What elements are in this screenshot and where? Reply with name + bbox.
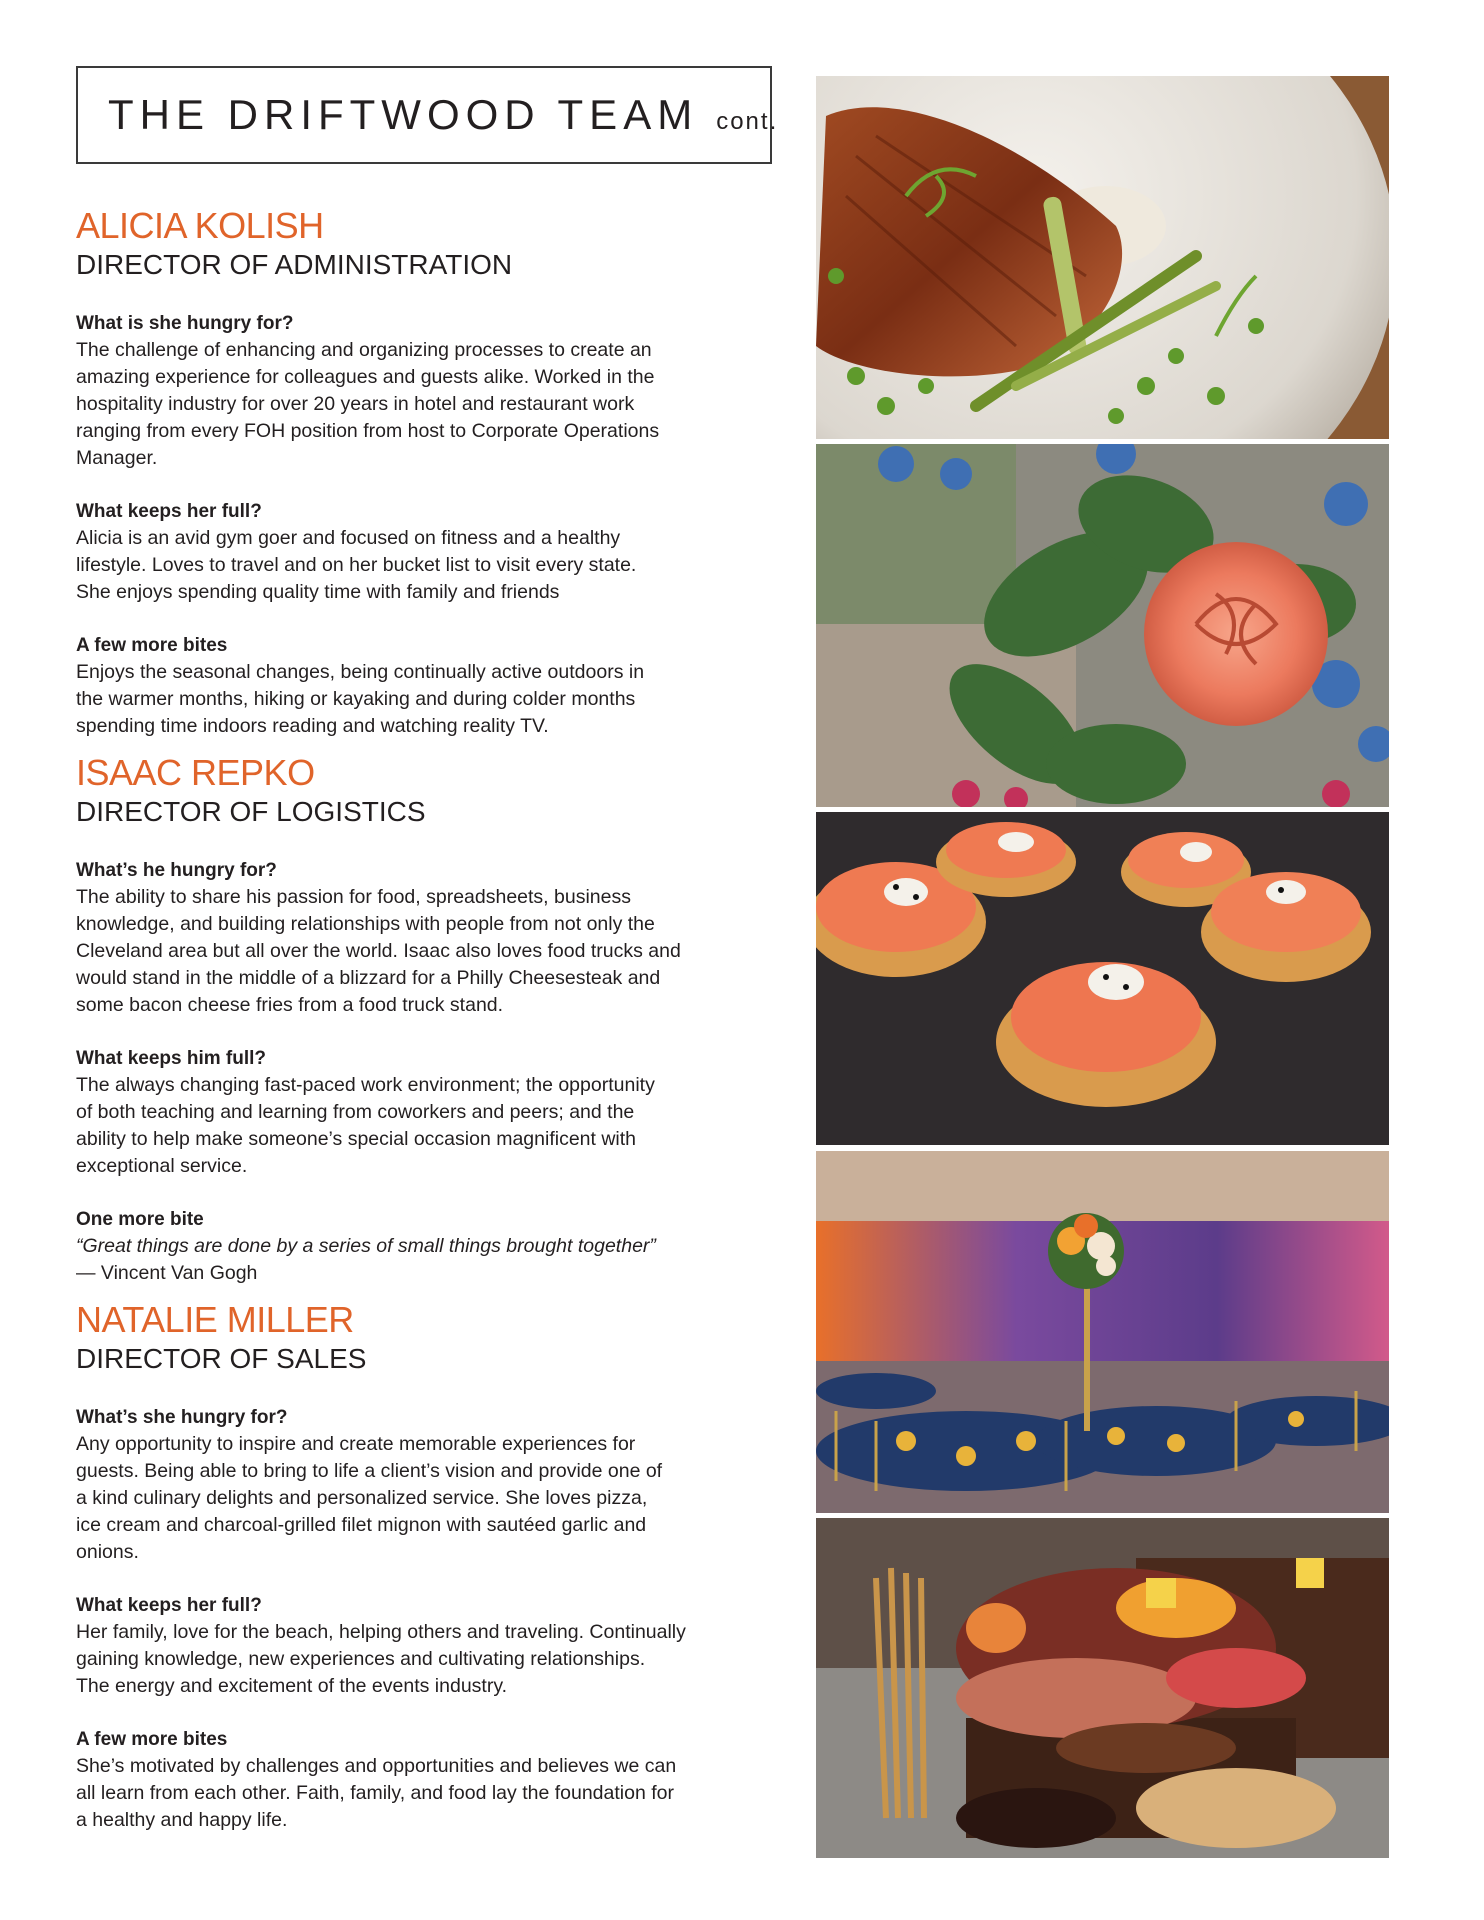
section-text: Her family, love for the beach, helping others and traveling. Continually gaining knowledge, new experiences and cultivating relationships. The energy and excitement of the events industry. xyxy=(76,1621,686,1697)
section-text: Enjoys the seasonal changes, being continually active outdoors in the warmer months, hiking or kayaking and during colder months spending time indoors reading and watching reality TV. xyxy=(76,661,645,737)
section-text: Alicia is an avid gym goer and focused on fitness and a healthy lifestyle. Loves to travel and on her bucket list to visit every state. She enjoys spending quality time with family and friends xyxy=(76,527,637,603)
person-role: DIRECTOR OF SALES xyxy=(76,1343,367,1374)
section-text: The always changing fast-paced work environment; the opportunity of both teaching and learning from coworkers and peers; and the ability to help make someone’s special occasion magnificent with exceptional service. xyxy=(76,1074,655,1177)
page-title-text: THE DRIFTWOOD TEAM xyxy=(108,91,699,138)
section-text: Any opportunity to inspire and create memorable experiences for guests. Being able to bring to life a client’s vision and provide one of a kind culinary delights and personalized service. She loves pizza, ice cream and charcoal-grilled filet mignon with sautéed garlic and onions. xyxy=(76,1433,663,1563)
section-heading: One more bite xyxy=(76,1209,204,1230)
section-text: The challenge of enhancing and organizing processes to create an amazing experience for colleagues and guests alike. Worked in the hospitality industry for over 20 years in hotel and restaurant work ranging from every FOH position from host to Corporate Operations Manager. xyxy=(76,339,660,469)
section-heading: A few more bites xyxy=(76,635,228,656)
person-isaac-repko xyxy=(76,753,776,1287)
section-text: The ability to share his passion for food, spreadsheets, business knowledge, and building relationships with people from not only the Cleveland area but all over the world. Isaac also loves food trucks and would stand in the middle of a blizzard for a Philly Cheesesteak and some bacon cheese fries from a food truck stand. xyxy=(76,886,681,1016)
person-name: ISAAC REPKO xyxy=(76,752,315,793)
page-title-suffix: cont. xyxy=(716,108,779,135)
section-heading: What’s he hungry for? xyxy=(76,860,277,881)
section-text: She’s motivated by challenges and opportunities and believes we can all learn from each other. Faith, family, and food lay the foundation for a healthy and happy life. xyxy=(76,1755,677,1831)
page-title xyxy=(108,91,778,139)
section-heading: A few more bites xyxy=(76,1729,228,1750)
person-alicia-kolish xyxy=(76,206,776,740)
rose-flowers-photo xyxy=(816,444,1389,807)
quote-text: “Great things are done by a series of small things brought together” xyxy=(76,1235,656,1257)
section-heading: What is she hungry for? xyxy=(76,313,294,334)
person-name: ALICIA KOLISH xyxy=(76,205,324,246)
quote-attribution: — Vincent Van Gogh xyxy=(76,1262,258,1284)
section-heading: What keeps her full? xyxy=(76,1595,262,1616)
section-heading: What keeps her full? xyxy=(76,501,262,522)
salmon-plate-photo xyxy=(816,76,1389,439)
person-role: DIRECTOR OF LOGISTICS xyxy=(76,796,426,827)
section-heading: What keeps him full? xyxy=(76,1048,267,1069)
section-heading: What’s she hungry for? xyxy=(76,1407,288,1428)
page-header xyxy=(76,66,779,164)
person-natalie-miller xyxy=(76,1300,776,1834)
charcuterie-display-photo xyxy=(816,1518,1389,1858)
person-name: NATALIE MILLER xyxy=(76,1299,354,1340)
person-role: DIRECTOR OF ADMINISTRATION xyxy=(76,249,513,280)
smoked-salmon-crostini-photo xyxy=(816,812,1389,1145)
banquet-hall-photo xyxy=(816,1151,1389,1513)
